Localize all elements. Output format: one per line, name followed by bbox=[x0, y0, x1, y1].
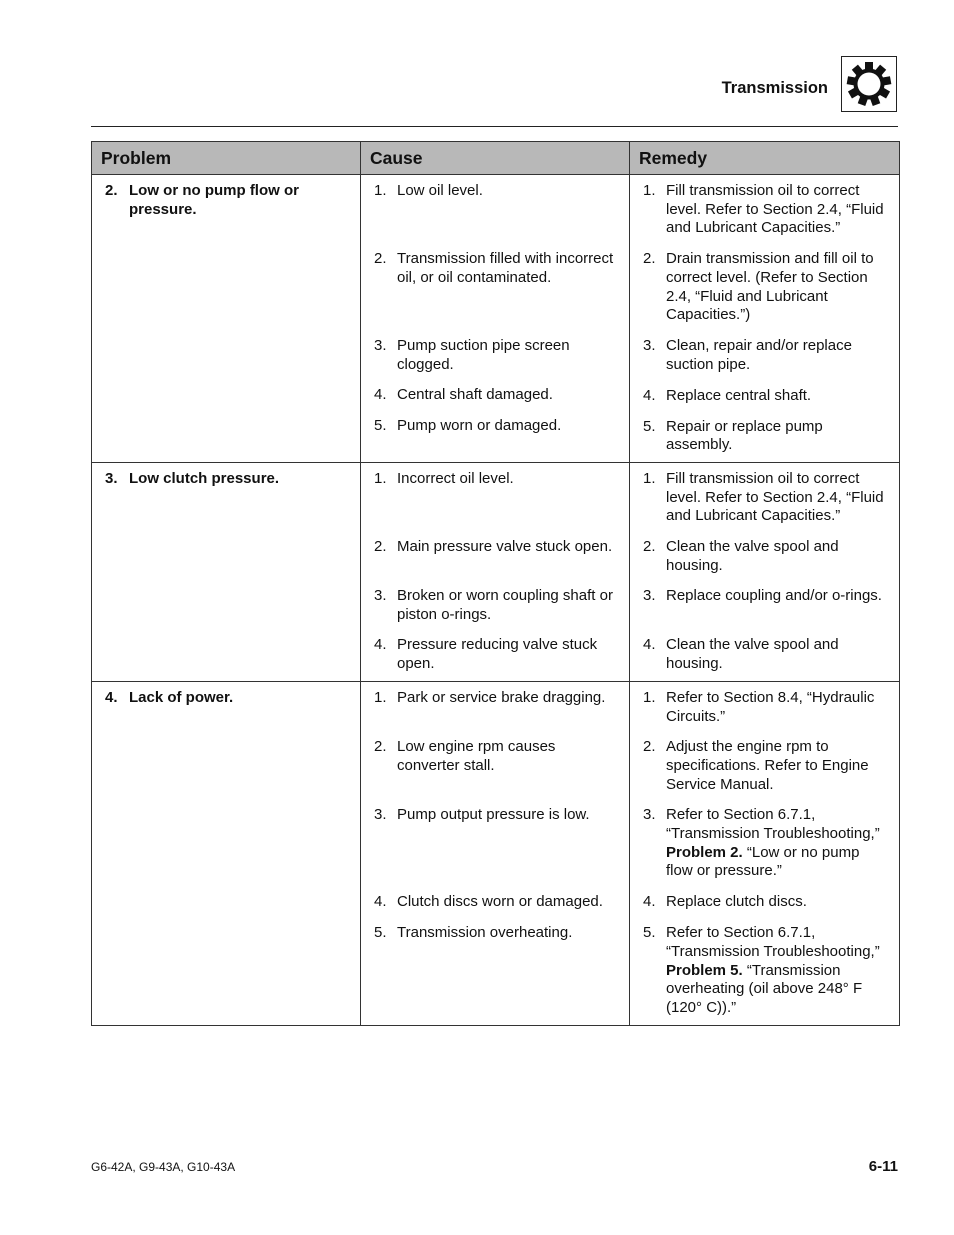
remedy-text bbox=[666, 893, 889, 912]
remedy-text-segment: Drain transmission and fill oil to correct level. (Refer to Section 2.4, “Fluid and Lubricant Capacities.”) bbox=[666, 250, 874, 324]
cause-text: Broken or worn coupling shaft or piston o-rings. bbox=[397, 586, 613, 623]
remedy-item bbox=[643, 538, 889, 575]
cause-list bbox=[374, 689, 619, 1018]
remedy-text bbox=[666, 250, 889, 325]
problem-entry bbox=[105, 470, 350, 489]
remedy-text-segment: Clean, repair and/or replace suction pipe. bbox=[666, 337, 852, 373]
remedy-cell bbox=[630, 681, 900, 1026]
troubleshooting-table bbox=[91, 141, 900, 1026]
remedy-cell bbox=[630, 175, 900, 463]
remedy-number: 3. bbox=[643, 587, 656, 605]
remedy-number: 5. bbox=[643, 417, 656, 435]
remedy-text-segment: Replace clutch discs. bbox=[666, 893, 807, 911]
remedy-number: 2. bbox=[643, 738, 656, 756]
cause-number: 4. bbox=[374, 636, 387, 654]
cause-text: Main pressure valve stuck open. bbox=[397, 537, 613, 555]
cause-number: 3. bbox=[374, 586, 387, 604]
table-row bbox=[92, 681, 900, 1026]
cause-number: 3. bbox=[374, 337, 387, 354]
cause-item bbox=[374, 417, 619, 454]
remedy-list bbox=[643, 182, 889, 455]
page-number: 6-11 bbox=[868, 1158, 898, 1175]
cause-number: 3. bbox=[374, 805, 387, 823]
remedy-text-segment: “Transmission overheating (oil above 248° F (120° C)).” bbox=[666, 961, 863, 1017]
cause-cell bbox=[361, 175, 630, 463]
cause-item bbox=[374, 470, 619, 526]
remedy-number: 2. bbox=[643, 250, 656, 268]
remedy-text-segment: Clean the valve spool and housing. bbox=[666, 636, 839, 673]
cause-item bbox=[374, 738, 619, 794]
cause-list bbox=[374, 182, 619, 454]
cause-item bbox=[374, 386, 619, 405]
cause-item bbox=[374, 250, 619, 325]
remedy-item bbox=[643, 738, 889, 794]
remedy-item bbox=[643, 924, 889, 1018]
problem-entry bbox=[105, 182, 350, 219]
remedy-number: 4. bbox=[643, 893, 656, 911]
table-row bbox=[92, 175, 900, 463]
remedy-text bbox=[666, 337, 889, 374]
remedy-text bbox=[666, 182, 889, 238]
remedy-text-segment: Adjust the engine rpm to specifications. Refer to Engine Service Manual. bbox=[666, 738, 869, 793]
cause-text: Park or service brake dragging. bbox=[397, 688, 606, 706]
remedy-number: 4. bbox=[643, 386, 656, 404]
remedy-text-segment: Repair or replace pump assembly. bbox=[666, 417, 823, 454]
cause-text: Clutch discs worn or damaged. bbox=[397, 892, 603, 910]
column-header-remedy: Remedy bbox=[630, 142, 900, 175]
cause-number: 1. bbox=[374, 182, 387, 199]
cause-item bbox=[374, 636, 619, 673]
problem-number: 4. bbox=[105, 688, 118, 706]
remedy-number: 3. bbox=[643, 806, 656, 824]
cause-text: Incorrect oil level. bbox=[397, 469, 514, 487]
remedy-list bbox=[643, 689, 889, 1019]
remedy-item bbox=[643, 636, 889, 673]
remedy-text-segment: Replace coupling and/or o-rings. bbox=[666, 587, 882, 605]
column-header-problem: Problem bbox=[92, 142, 361, 175]
remedy-list bbox=[643, 470, 889, 674]
remedy-text bbox=[666, 806, 889, 881]
header-divider bbox=[91, 126, 898, 127]
remedy-number: 2. bbox=[643, 538, 656, 556]
remedy-text-segment: Fill transmission oil to correct level. Refer to Section 2.4, “Fluid and Lubricant Capacities.” bbox=[666, 182, 884, 237]
cause-text: Pump suction pipe screen clogged. bbox=[397, 337, 570, 373]
column-header-cause: Cause bbox=[361, 142, 630, 175]
cause-cell bbox=[361, 462, 630, 681]
cause-text: Pump output pressure is low. bbox=[397, 805, 590, 823]
remedy-item bbox=[643, 250, 889, 325]
remedy-number: 1. bbox=[643, 688, 656, 706]
remedy-text bbox=[666, 689, 889, 726]
cause-text: Low engine rpm causes converter stall. bbox=[397, 737, 556, 774]
cause-list bbox=[374, 470, 619, 674]
remedy-number: 5. bbox=[643, 924, 656, 942]
remedy-number: 1. bbox=[643, 182, 656, 199]
remedy-text bbox=[666, 418, 889, 455]
remedy-text bbox=[666, 470, 889, 526]
footer-models: G6-42A, G9-43A, G10-43A bbox=[91, 1160, 236, 1174]
remedy-number: 4. bbox=[643, 636, 656, 654]
cause-item bbox=[374, 182, 619, 238]
cause-text: Transmission overheating. bbox=[397, 923, 573, 941]
cause-item bbox=[374, 538, 619, 575]
remedy-item bbox=[643, 337, 889, 374]
remedy-text-segment: Replace central shaft. bbox=[666, 386, 812, 404]
cause-number: 1. bbox=[374, 469, 387, 487]
remedy-text-segment: Refer to Section 6.7.1, “Transmission Troubleshooting,” bbox=[666, 806, 880, 843]
remedy-text-segment: Clean the valve spool and housing. bbox=[666, 538, 839, 574]
cause-text: Central shaft damaged. bbox=[397, 386, 553, 404]
cause-number: 4. bbox=[374, 386, 387, 404]
problem-text: Low or no pump flow or pressure. bbox=[129, 182, 299, 218]
remedy-text-segment: Refer to Section 6.7.1, “Transmission Troubleshooting,” bbox=[666, 924, 880, 961]
problem-cell bbox=[92, 175, 361, 463]
table-row bbox=[92, 462, 900, 681]
problem-cell bbox=[92, 462, 361, 681]
cause-text: Pump worn or damaged. bbox=[397, 417, 562, 435]
remedy-item bbox=[643, 587, 889, 624]
problem-text: Lack of power. bbox=[129, 688, 234, 706]
cause-text: Transmission filled with incorrect oil, or oil contaminated. bbox=[397, 250, 614, 286]
remedy-cell bbox=[630, 462, 900, 681]
cause-number: 5. bbox=[374, 923, 387, 941]
problem-cell bbox=[92, 681, 361, 1026]
cause-item bbox=[374, 337, 619, 374]
remedy-item bbox=[643, 806, 889, 881]
cause-number: 2. bbox=[374, 250, 387, 267]
cause-item bbox=[374, 893, 619, 912]
cause-text: Pressure reducing valve stuck open. bbox=[397, 636, 598, 673]
cause-number: 4. bbox=[374, 892, 387, 910]
problem-entry bbox=[105, 689, 350, 708]
cause-item bbox=[374, 806, 619, 881]
remedy-text bbox=[666, 538, 889, 575]
remedy-item bbox=[643, 418, 889, 455]
remedy-text bbox=[666, 738, 889, 794]
gear-icon bbox=[841, 56, 897, 112]
remedy-text bbox=[666, 636, 889, 673]
cause-item bbox=[374, 924, 619, 1018]
remedy-text-segment: Refer to Section 8.4, “Hydraulic Circuits.” bbox=[666, 688, 875, 725]
cause-number: 1. bbox=[374, 688, 387, 706]
cause-number: 5. bbox=[374, 417, 387, 435]
remedy-item bbox=[643, 893, 889, 912]
remedy-item bbox=[643, 387, 889, 406]
cause-number: 2. bbox=[374, 537, 387, 555]
problem-number: 3. bbox=[105, 469, 118, 487]
remedy-number: 3. bbox=[643, 337, 656, 355]
remedy-text bbox=[666, 387, 889, 406]
remedy-text bbox=[666, 924, 889, 1018]
cause-number: 2. bbox=[374, 737, 387, 755]
cause-cell bbox=[361, 681, 630, 1026]
remedy-item bbox=[643, 470, 889, 526]
remedy-text-segment: Fill transmission oil to correct level. Refer to Section 2.4, “Fluid and Lubricant Capacities.” bbox=[666, 469, 884, 525]
cause-text: Low oil level. bbox=[397, 182, 483, 199]
remedy-text-segment: “Low or no pump flow or pressure.” bbox=[666, 843, 860, 880]
remedy-problem-reference: Problem 5. bbox=[666, 961, 743, 979]
cause-item bbox=[374, 587, 619, 624]
problem-text: Low clutch pressure. bbox=[129, 469, 280, 487]
remedy-text bbox=[666, 587, 889, 624]
remedy-number: 1. bbox=[643, 469, 656, 487]
page-section-title: Transmission bbox=[721, 79, 828, 97]
problem-number: 2. bbox=[105, 182, 118, 199]
cause-item bbox=[374, 689, 619, 726]
remedy-problem-reference: Problem 2. bbox=[666, 843, 743, 861]
remedy-item bbox=[643, 689, 889, 726]
remedy-item bbox=[643, 182, 889, 238]
